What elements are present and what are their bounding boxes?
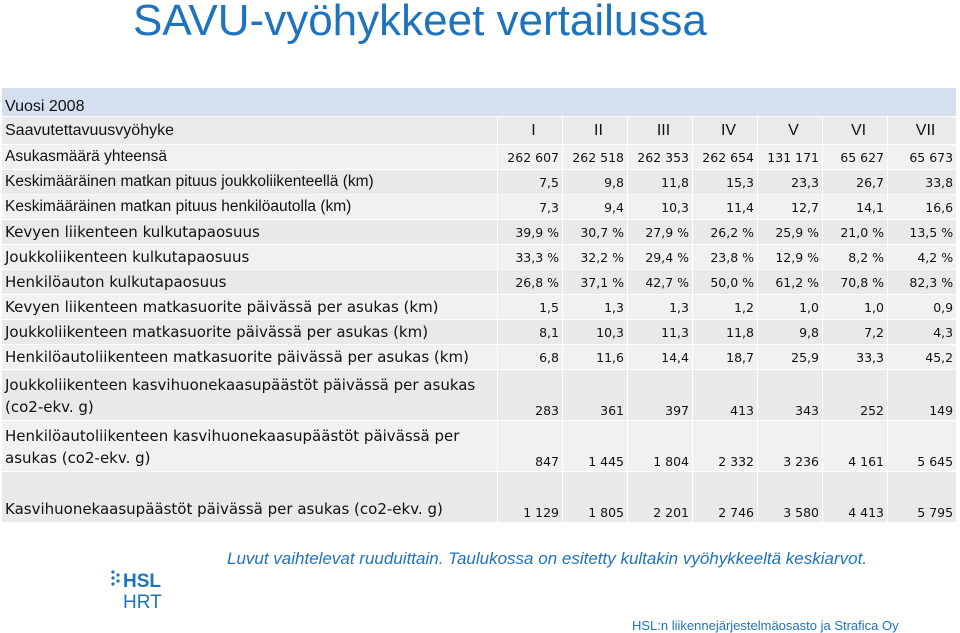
cell-value: 847: [498, 421, 563, 472]
cell-value: 11,8: [628, 170, 693, 195]
cell-value: 5 645: [888, 421, 957, 472]
cell-value: 1,3: [563, 295, 628, 320]
cell-value: 1,0: [823, 295, 888, 320]
zone-header-row: [2, 117, 957, 145]
table-row: [2, 245, 957, 270]
cell-value: 1 805: [563, 472, 628, 523]
table-row: [2, 295, 957, 320]
cell-value: 343: [758, 370, 823, 421]
cell-value: 3 236: [758, 421, 823, 472]
row-label: Keskimääräinen matkan pituus joukkoliikenteellä (km): [2, 170, 498, 195]
cell-value: 12,7: [758, 195, 823, 220]
cell-value: 1 129: [498, 472, 563, 523]
table-row: [2, 170, 957, 195]
svg-text:HRT: HRT: [123, 592, 162, 613]
cell-value: 397: [628, 370, 693, 421]
cell-value: 3 580: [758, 472, 823, 523]
cell-value: 1,5: [498, 295, 563, 320]
cell-value: 12,9 %: [758, 245, 823, 270]
table-row: [2, 270, 957, 295]
row-label: Henkilöautoliikenteen matkasuorite päivässä per asukas (km): [2, 345, 498, 370]
cell-value: 26,7: [823, 170, 888, 195]
cell-value: 11,6: [563, 345, 628, 370]
zone-header: VI: [823, 117, 888, 145]
cell-value: 26,8 %: [498, 270, 563, 295]
zone-header: I: [498, 117, 563, 145]
cell-value: 4 413: [823, 472, 888, 523]
cell-value: 2 332: [693, 421, 758, 472]
cell-value: 23,8 %: [693, 245, 758, 270]
cell-value: 131 171: [758, 145, 823, 170]
comparison-table: [1, 87, 957, 523]
row-label: Kevyen liikenteen kulkutapaosuus: [2, 220, 498, 245]
table-row: [2, 320, 957, 345]
cell-value: 2 201: [628, 472, 693, 523]
cell-value: 65 627: [823, 145, 888, 170]
row-label: Joukkoliikenteen matkasuorite päivässä per asukas (km): [2, 320, 498, 345]
cell-value: 33,3: [823, 345, 888, 370]
cell-value: 10,3: [563, 320, 628, 345]
cell-value: 42,7 %: [628, 270, 693, 295]
cell-value: 45,2: [888, 345, 957, 370]
cell-value: 14,1: [823, 195, 888, 220]
cell-value: 21,0 %: [823, 220, 888, 245]
cell-value: 23,3: [758, 170, 823, 195]
row-label: Asukasmäärä yhteensä: [2, 145, 498, 170]
cell-value: 25,9: [758, 345, 823, 370]
cell-value: 8,2 %: [823, 245, 888, 270]
cell-value: 7,5: [498, 170, 563, 195]
cell-value: 149: [888, 370, 957, 421]
table-row: [2, 421, 957, 472]
table-row: [2, 195, 957, 220]
cell-value: 29,4 %: [628, 245, 693, 270]
cell-value: 283: [498, 370, 563, 421]
cell-value: 1,2: [693, 295, 758, 320]
cell-value: 1,3: [628, 295, 693, 320]
cell-value: 1 445: [563, 421, 628, 472]
row-label: Joukkoliikenteen kulkutapaosuus: [2, 245, 498, 270]
page-title: SAVU-vyöhykkeet vertailussa: [133, 0, 707, 45]
row-label: Keskimääräinen matkan pituus henkilöautolla (km): [2, 195, 498, 220]
cell-value: 11,4: [693, 195, 758, 220]
cell-value: 9,8: [563, 170, 628, 195]
cell-value: 1,0: [758, 295, 823, 320]
zone-header: V: [758, 117, 823, 145]
cell-value: 262 353: [628, 145, 693, 170]
cell-value: 262 654: [693, 145, 758, 170]
footnote: Luvut vaihtelevat ruuduittain. Taulukossa on esitetty kultakin vyöhykkeeltä keskiarvot.: [227, 549, 868, 568]
cell-value: 5 795: [888, 472, 957, 523]
cell-value: 7,3: [498, 195, 563, 220]
cell-value: 50,0 %: [693, 270, 758, 295]
cell-value: 11,3: [628, 320, 693, 345]
cell-value: 11,8: [693, 320, 758, 345]
row-label: Joukkoliikenteen kasvihuonekaasupäästöt päivässä per asukas (co2-ekv. g): [2, 370, 498, 421]
row-label: Henkilöauton kulkutapaosuus: [2, 270, 498, 295]
cell-value: 1 804: [628, 421, 693, 472]
cell-value: 2 746: [693, 472, 758, 523]
cell-value: 6,8: [498, 345, 563, 370]
year-label: Vuosi 2008: [2, 88, 957, 117]
cell-value: 33,3 %: [498, 245, 563, 270]
cell-value: 18,7: [693, 345, 758, 370]
cell-value: 413: [693, 370, 758, 421]
cell-value: 70,8 %: [823, 270, 888, 295]
cell-value: 10,3: [628, 195, 693, 220]
cell-value: 14,4: [628, 345, 693, 370]
table-row: [2, 370, 957, 421]
cell-value: 30,7 %: [563, 220, 628, 245]
cell-value: 61,2 %: [758, 270, 823, 295]
cell-value: 0,9: [888, 295, 957, 320]
row-label: Kevyen liikenteen matkasuorite päivässä per asukas (km): [2, 295, 498, 320]
cell-value: 16,6: [888, 195, 957, 220]
cell-value: 262 518: [563, 145, 628, 170]
table-row: [2, 345, 957, 370]
cell-value: 39,9 %: [498, 220, 563, 245]
cell-value: 8,1: [498, 320, 563, 345]
zone-header: VII: [888, 117, 957, 145]
zone-header: IV: [693, 117, 758, 145]
table-row: [2, 472, 957, 523]
hsl-logo: [110, 566, 170, 614]
cell-value: 33,8: [888, 170, 957, 195]
cell-value: 32,2 %: [563, 245, 628, 270]
cell-value: 65 673: [888, 145, 957, 170]
row-label: Kasvihuonekaasupäästöt päivässä per asukas (co2-ekv. g): [2, 472, 498, 523]
cell-value: 7,2: [823, 320, 888, 345]
cell-value: 26,2 %: [693, 220, 758, 245]
cell-value: 4 161: [823, 421, 888, 472]
cell-value: 252: [823, 370, 888, 421]
table-row: [2, 220, 957, 245]
zone-header: II: [563, 117, 628, 145]
cell-value: 15,3: [693, 170, 758, 195]
cell-value: 27,9 %: [628, 220, 693, 245]
zone-header: III: [628, 117, 693, 145]
zone-label: Saavutettavuusvyöhyke: [2, 117, 498, 145]
row-label: Henkilöautoliikenteen kasvihuonekaasupäästöt päivässä per asukas (co2-ekv. g): [2, 421, 498, 472]
cell-value: 25,9 %: [758, 220, 823, 245]
cell-value: 361: [563, 370, 628, 421]
cell-value: 9,8: [758, 320, 823, 345]
year-row: [2, 88, 957, 117]
cell-value: 4,3: [888, 320, 957, 345]
cell-value: 9,4: [563, 195, 628, 220]
cell-value: 262 607: [498, 145, 563, 170]
footer-credit: HSL:n liikennejärjestelmäosasto ja Strafica Oy: [632, 618, 899, 633]
cell-value: 37,1 %: [563, 270, 628, 295]
cell-value: 13,5 %: [888, 220, 957, 245]
cell-value: 82,3 %: [888, 270, 957, 295]
svg-text:HSL: HSL: [123, 571, 161, 592]
cell-value: 4,2 %: [888, 245, 957, 270]
table-row: [2, 145, 957, 170]
